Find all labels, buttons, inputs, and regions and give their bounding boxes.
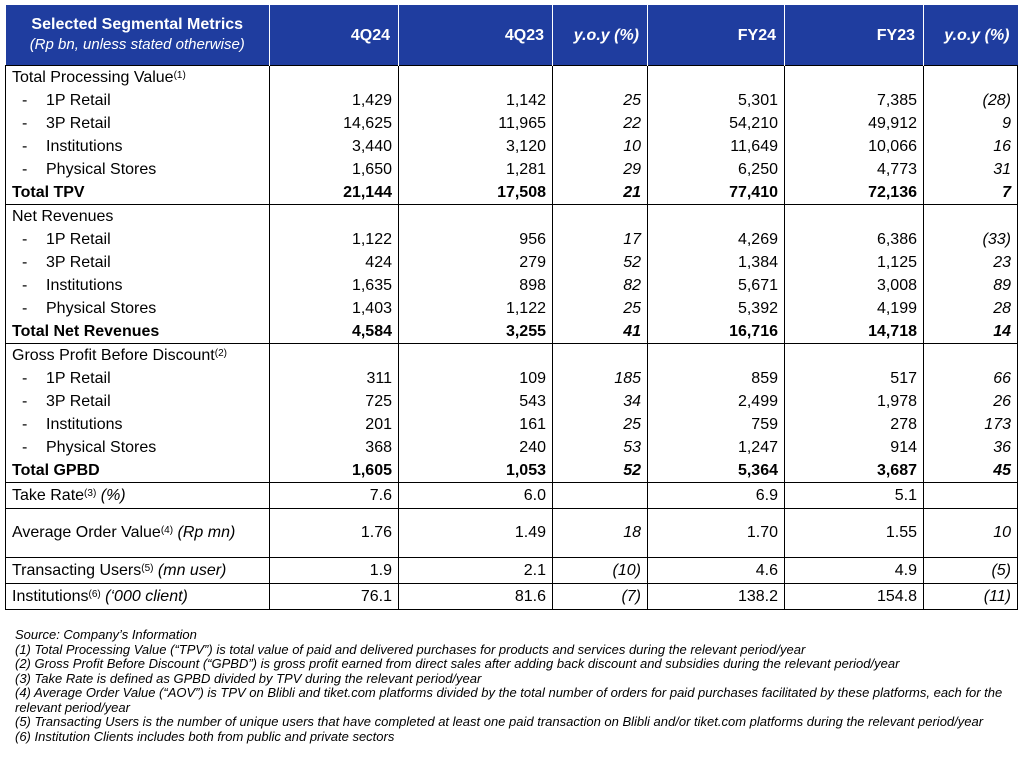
row-value-cell: 424: [270, 251, 399, 274]
row-value-cell: 368: [270, 436, 399, 459]
row-value-cell: 185: [553, 367, 648, 390]
row-value-cell: 1,281: [399, 158, 553, 181]
bullet-dash: -: [22, 300, 28, 317]
row-value-cell: 22: [553, 112, 648, 135]
row-value-cell: 28: [924, 297, 1018, 320]
empty-cell: [785, 344, 924, 368]
row-label: Institutions: [46, 277, 123, 294]
row-value-cell: 1,403: [270, 297, 399, 320]
row-label: Institutions: [46, 416, 123, 433]
total-row: [6, 320, 1018, 344]
empty-cell: [785, 205, 924, 229]
row-value-cell: 1,978: [785, 390, 924, 413]
row-value-cell: 161: [399, 413, 553, 436]
empty-cell: [648, 344, 785, 368]
column-header-fy-yoy: y.o.y (%): [924, 5, 1018, 66]
row-value-cell: 6,250: [648, 158, 785, 181]
metric-value-cell: 2.1: [399, 558, 553, 584]
row-value-cell: 4,199: [785, 297, 924, 320]
group-heading-cell: [6, 205, 270, 229]
row-value-cell: 279: [399, 251, 553, 274]
row-value-cell: 3,120: [399, 135, 553, 158]
footnote-line: (3) Take Rate is defined as GPBD divided by TPV during the relevant period/year: [15, 670, 482, 686]
row-value-cell: 34: [553, 390, 648, 413]
row-value-cell: 53: [553, 436, 648, 459]
total-value-cell: 14,718: [785, 320, 924, 344]
table-row: [6, 390, 1018, 413]
row-value-cell: 49,912: [785, 112, 924, 135]
metric-value-cell: 76.1: [270, 584, 399, 610]
row-value-cell: 311: [270, 367, 399, 390]
row-value-cell: 1,142: [399, 89, 553, 112]
footnote-ref: (6): [88, 589, 101, 600]
row-label: 3P Retail: [46, 393, 111, 410]
row-label: 1P Retail: [46, 92, 111, 109]
footnote-ref: (5): [141, 563, 154, 574]
group-heading-cell: [6, 66, 270, 90]
metric-unit: (mn user): [157, 562, 227, 579]
table-row: [6, 135, 1018, 158]
row-value-cell: 201: [270, 413, 399, 436]
total-label-cell: [6, 459, 270, 483]
row-value-cell: 54,210: [648, 112, 785, 135]
total-value-cell: 1,605: [270, 459, 399, 483]
row-value-cell: 1,650: [270, 158, 399, 181]
row-value-cell: 956: [399, 228, 553, 251]
row-value-cell: 36: [924, 436, 1018, 459]
table-row: [6, 228, 1018, 251]
metric-value-cell: [924, 483, 1018, 509]
row-value-cell: 10: [553, 135, 648, 158]
row-value-cell: 10,066: [785, 135, 924, 158]
row-label: Physical Stores: [46, 161, 157, 178]
row-label-cell: [6, 135, 270, 158]
row-label: Physical Stores: [46, 300, 157, 317]
metric-label: Take Rate: [12, 487, 85, 504]
total-value-cell: 72,136: [785, 181, 924, 205]
row-value-cell: 543: [399, 390, 553, 413]
empty-cell: [785, 66, 924, 90]
footnote-line: (5) Transacting Users is the number of unique users that have completed at least one paid transaction on Blibli and/or tiket.com platforms during the relevant period/year: [15, 714, 984, 729]
total-label: Total TPV: [12, 184, 85, 201]
bullet-dash: -: [22, 439, 28, 456]
row-value-cell: 25: [553, 297, 648, 320]
empty-cell: [399, 205, 553, 229]
metric-label-cell: [6, 584, 270, 610]
row-value-cell: 52: [553, 251, 648, 274]
empty-cell: [553, 344, 648, 368]
total-value-cell: 21: [553, 181, 648, 205]
footnote-line: (1) Total Processing Value (“TPV”) is total value of paid and delivered purchases for products and services during the relevant period/year: [15, 641, 806, 657]
bullet-dash: -: [22, 115, 28, 132]
row-value-cell: 1,384: [648, 251, 785, 274]
metric-value-cell: [553, 483, 648, 509]
total-value-cell: 41: [553, 320, 648, 344]
empty-cell: [648, 205, 785, 229]
empty-cell: [553, 66, 648, 90]
row-value-cell: 2,499: [648, 390, 785, 413]
row-value-cell: 859: [648, 367, 785, 390]
metric-label: Average Order Value: [12, 524, 161, 541]
total-value-cell: 5,364: [648, 459, 785, 483]
table-row: [6, 112, 1018, 135]
row-label-cell: [6, 89, 270, 112]
bullet-dash: -: [22, 138, 28, 155]
footnote-ref: (2): [214, 348, 227, 359]
row-value-cell: 1,122: [270, 228, 399, 251]
bullet-dash: -: [22, 92, 28, 109]
bullet-dash: -: [22, 416, 28, 433]
metric-value-cell: (7): [553, 584, 648, 610]
row-value-cell: (28): [924, 89, 1018, 112]
metric-label-cell: [6, 509, 270, 558]
row-value-cell: 4,773: [785, 158, 924, 181]
header-row: [6, 5, 1018, 66]
row-value-cell: 5,671: [648, 274, 785, 297]
metric-value-cell: 1.76: [270, 509, 399, 558]
metric-unit: (%): [100, 487, 126, 504]
row-value-cell: 23: [924, 251, 1018, 274]
total-value-cell: 77,410: [648, 181, 785, 205]
bullet-dash: -: [22, 370, 28, 387]
row-value-cell: 1,125: [785, 251, 924, 274]
bullet-dash: -: [22, 161, 28, 178]
metric-value-cell: 1.9: [270, 558, 399, 584]
table-row: [6, 367, 1018, 390]
empty-cell: [648, 66, 785, 90]
row-label: Institutions: [46, 138, 123, 155]
group-heading-label: Net Revenues: [12, 208, 114, 225]
bullet-dash: -: [22, 254, 28, 271]
row-value-cell: 6,386: [785, 228, 924, 251]
row-value-cell: 240: [399, 436, 553, 459]
group-heading-row: [6, 66, 1018, 90]
row-label: 3P Retail: [46, 254, 111, 271]
empty-cell: [270, 205, 399, 229]
table-title-cell: [6, 5, 270, 66]
row-label: 3P Retail: [46, 115, 111, 132]
table-row: [6, 274, 1018, 297]
total-value-cell: 3,687: [785, 459, 924, 483]
row-value-cell: 5,392: [648, 297, 785, 320]
group-heading-cell: [6, 344, 270, 368]
row-label-cell: [6, 390, 270, 413]
metric-row: [6, 558, 1018, 584]
bullet-dash: -: [22, 231, 28, 248]
table-row: [6, 89, 1018, 112]
total-value-cell: 52: [553, 459, 648, 483]
footnote-ref: (3): [84, 488, 97, 499]
metric-row: [6, 483, 1018, 509]
empty-cell: [270, 66, 399, 90]
metric-value-cell: 6.9: [648, 483, 785, 509]
row-value-cell: 517: [785, 367, 924, 390]
total-value-cell: 17,508: [399, 181, 553, 205]
metric-value-cell: 1.55: [785, 509, 924, 558]
total-value-cell: 3,255: [399, 320, 553, 344]
metric-value-cell: (11): [924, 584, 1018, 610]
row-value-cell: 1,429: [270, 89, 399, 112]
row-value-cell: 17: [553, 228, 648, 251]
row-label-cell: [6, 413, 270, 436]
empty-cell: [553, 205, 648, 229]
row-label: 1P Retail: [46, 370, 111, 387]
total-value-cell: 4,584: [270, 320, 399, 344]
metric-value-cell: (10): [553, 558, 648, 584]
row-value-cell: 3,008: [785, 274, 924, 297]
total-row: [6, 459, 1018, 483]
table-row: [6, 158, 1018, 181]
table-row: [6, 297, 1018, 320]
row-value-cell: 16: [924, 135, 1018, 158]
metric-value-cell: (5): [924, 558, 1018, 584]
row-label-cell: [6, 436, 270, 459]
total-value-cell: 1,053: [399, 459, 553, 483]
table-subtitle: (Rp bn, unless stated otherwise): [29, 36, 245, 53]
row-value-cell: 66: [924, 367, 1018, 390]
empty-cell: [924, 205, 1018, 229]
metric-label: Institutions: [12, 588, 89, 605]
row-value-cell: 3,440: [270, 135, 399, 158]
row-value-cell: 1,635: [270, 274, 399, 297]
row-value-cell: 25: [553, 89, 648, 112]
table-body: [6, 66, 1018, 610]
footnotes: [15, 628, 1010, 744]
row-value-cell: 89: [924, 274, 1018, 297]
row-value-cell: 914: [785, 436, 924, 459]
total-value-cell: 21,144: [270, 181, 399, 205]
row-value-cell: 1,122: [399, 297, 553, 320]
group-heading-row: [6, 344, 1018, 368]
metric-value-cell: 138.2: [648, 584, 785, 610]
row-value-cell: 14,625: [270, 112, 399, 135]
row-value-cell: 11,649: [648, 135, 785, 158]
row-value-cell: 109: [399, 367, 553, 390]
metric-value-cell: 4.6: [648, 558, 785, 584]
total-label-cell: [6, 320, 270, 344]
row-value-cell: 82: [553, 274, 648, 297]
row-value-cell: (33): [924, 228, 1018, 251]
metric-value-cell: 7.6: [270, 483, 399, 509]
metric-row: [6, 509, 1018, 558]
total-value-cell: 14: [924, 320, 1018, 344]
row-value-cell: 4,269: [648, 228, 785, 251]
row-value-cell: 1,247: [648, 436, 785, 459]
column-header-fy23: FY23: [785, 5, 924, 66]
segmental-metrics-table: [5, 5, 1018, 610]
footnote-ref: (4): [160, 525, 174, 536]
table-row: [6, 413, 1018, 436]
metric-value-cell: 6.0: [399, 483, 553, 509]
column-header-fy24: FY24: [648, 5, 785, 66]
row-label: 1P Retail: [46, 231, 111, 248]
total-value-cell: 16,716: [648, 320, 785, 344]
footnote-line: (4) Average Order Value (“AOV”) is TPV on Blibli and tiket.com platforms divided by the total number of orders for paid purchases facilitated by these platforms, each for the relevant period/year: [15, 685, 1003, 715]
row-label-cell: [6, 367, 270, 390]
row-value-cell: 173: [924, 413, 1018, 436]
row-label-cell: [6, 228, 270, 251]
metric-value-cell: 154.8: [785, 584, 924, 610]
row-value-cell: 278: [785, 413, 924, 436]
row-value-cell: 9: [924, 112, 1018, 135]
metric-value-cell: 4.9: [785, 558, 924, 584]
empty-cell: [399, 344, 553, 368]
row-label-cell: [6, 251, 270, 274]
row-label-cell: [6, 297, 270, 320]
bullet-dash: -: [22, 393, 28, 410]
row-label: Physical Stores: [46, 439, 157, 456]
group-heading-label: Gross Profit Before Discount: [12, 347, 215, 364]
empty-cell: [399, 66, 553, 90]
metric-label-cell: [6, 558, 270, 584]
metric-value-cell: 81.6: [399, 584, 553, 610]
column-header-4q23: 4Q23: [399, 5, 553, 66]
column-header-4q24: 4Q24: [270, 5, 399, 66]
metric-unit: (‘000 client): [105, 588, 188, 605]
row-label-cell: [6, 112, 270, 135]
row-value-cell: 7,385: [785, 89, 924, 112]
row-value-cell: 725: [270, 390, 399, 413]
metric-unit: (Rp mn): [177, 524, 236, 541]
group-heading-label: Total Processing Value: [12, 69, 174, 86]
empty-cell: [924, 344, 1018, 368]
row-value-cell: 31: [924, 158, 1018, 181]
metric-row: [6, 584, 1018, 610]
table-row: [6, 251, 1018, 274]
total-value-cell: 7: [924, 181, 1018, 205]
metric-value-cell: 1.49: [399, 509, 553, 558]
metric-value-cell: 10: [924, 509, 1018, 558]
metric-label: Transacting Users: [12, 562, 142, 579]
total-label-cell: [6, 181, 270, 205]
metric-value-cell: 18: [553, 509, 648, 558]
row-value-cell: 11,965: [399, 112, 553, 135]
row-value-cell: 26: [924, 390, 1018, 413]
footnote-line: (2) Gross Profit Before Discount (“GPBD”) is gross profit earned from direct sales after adding back discount and subsidies during the relevant period/year: [15, 656, 900, 671]
row-label-cell: [6, 158, 270, 181]
total-label: Total Net Revenues: [12, 323, 160, 340]
source-note: Source: Company’s Information: [15, 627, 197, 642]
total-value-cell: 45: [924, 459, 1018, 483]
row-value-cell: 29: [553, 158, 648, 181]
column-header-quarter-yoy: y.o.y (%): [553, 5, 648, 66]
table-row: [6, 436, 1018, 459]
metric-value-cell: 5.1: [785, 483, 924, 509]
row-value-cell: 25: [553, 413, 648, 436]
row-value-cell: 759: [648, 413, 785, 436]
metric-value-cell: 1.70: [648, 509, 785, 558]
bullet-dash: -: [22, 277, 28, 294]
metric-label-cell: [6, 483, 270, 509]
total-label: Total GPBD: [12, 462, 100, 479]
row-label-cell: [6, 274, 270, 297]
empty-cell: [270, 344, 399, 368]
row-value-cell: 5,301: [648, 89, 785, 112]
footnote-ref: (1): [173, 70, 186, 81]
empty-cell: [924, 66, 1018, 90]
row-value-cell: 898: [399, 274, 553, 297]
footnote-line: (6) Institution Clients includes both from public and private sectors: [15, 728, 395, 744]
total-row: [6, 181, 1018, 205]
group-heading-row: [6, 205, 1018, 229]
table-title: Selected Segmental Metrics: [31, 16, 244, 33]
